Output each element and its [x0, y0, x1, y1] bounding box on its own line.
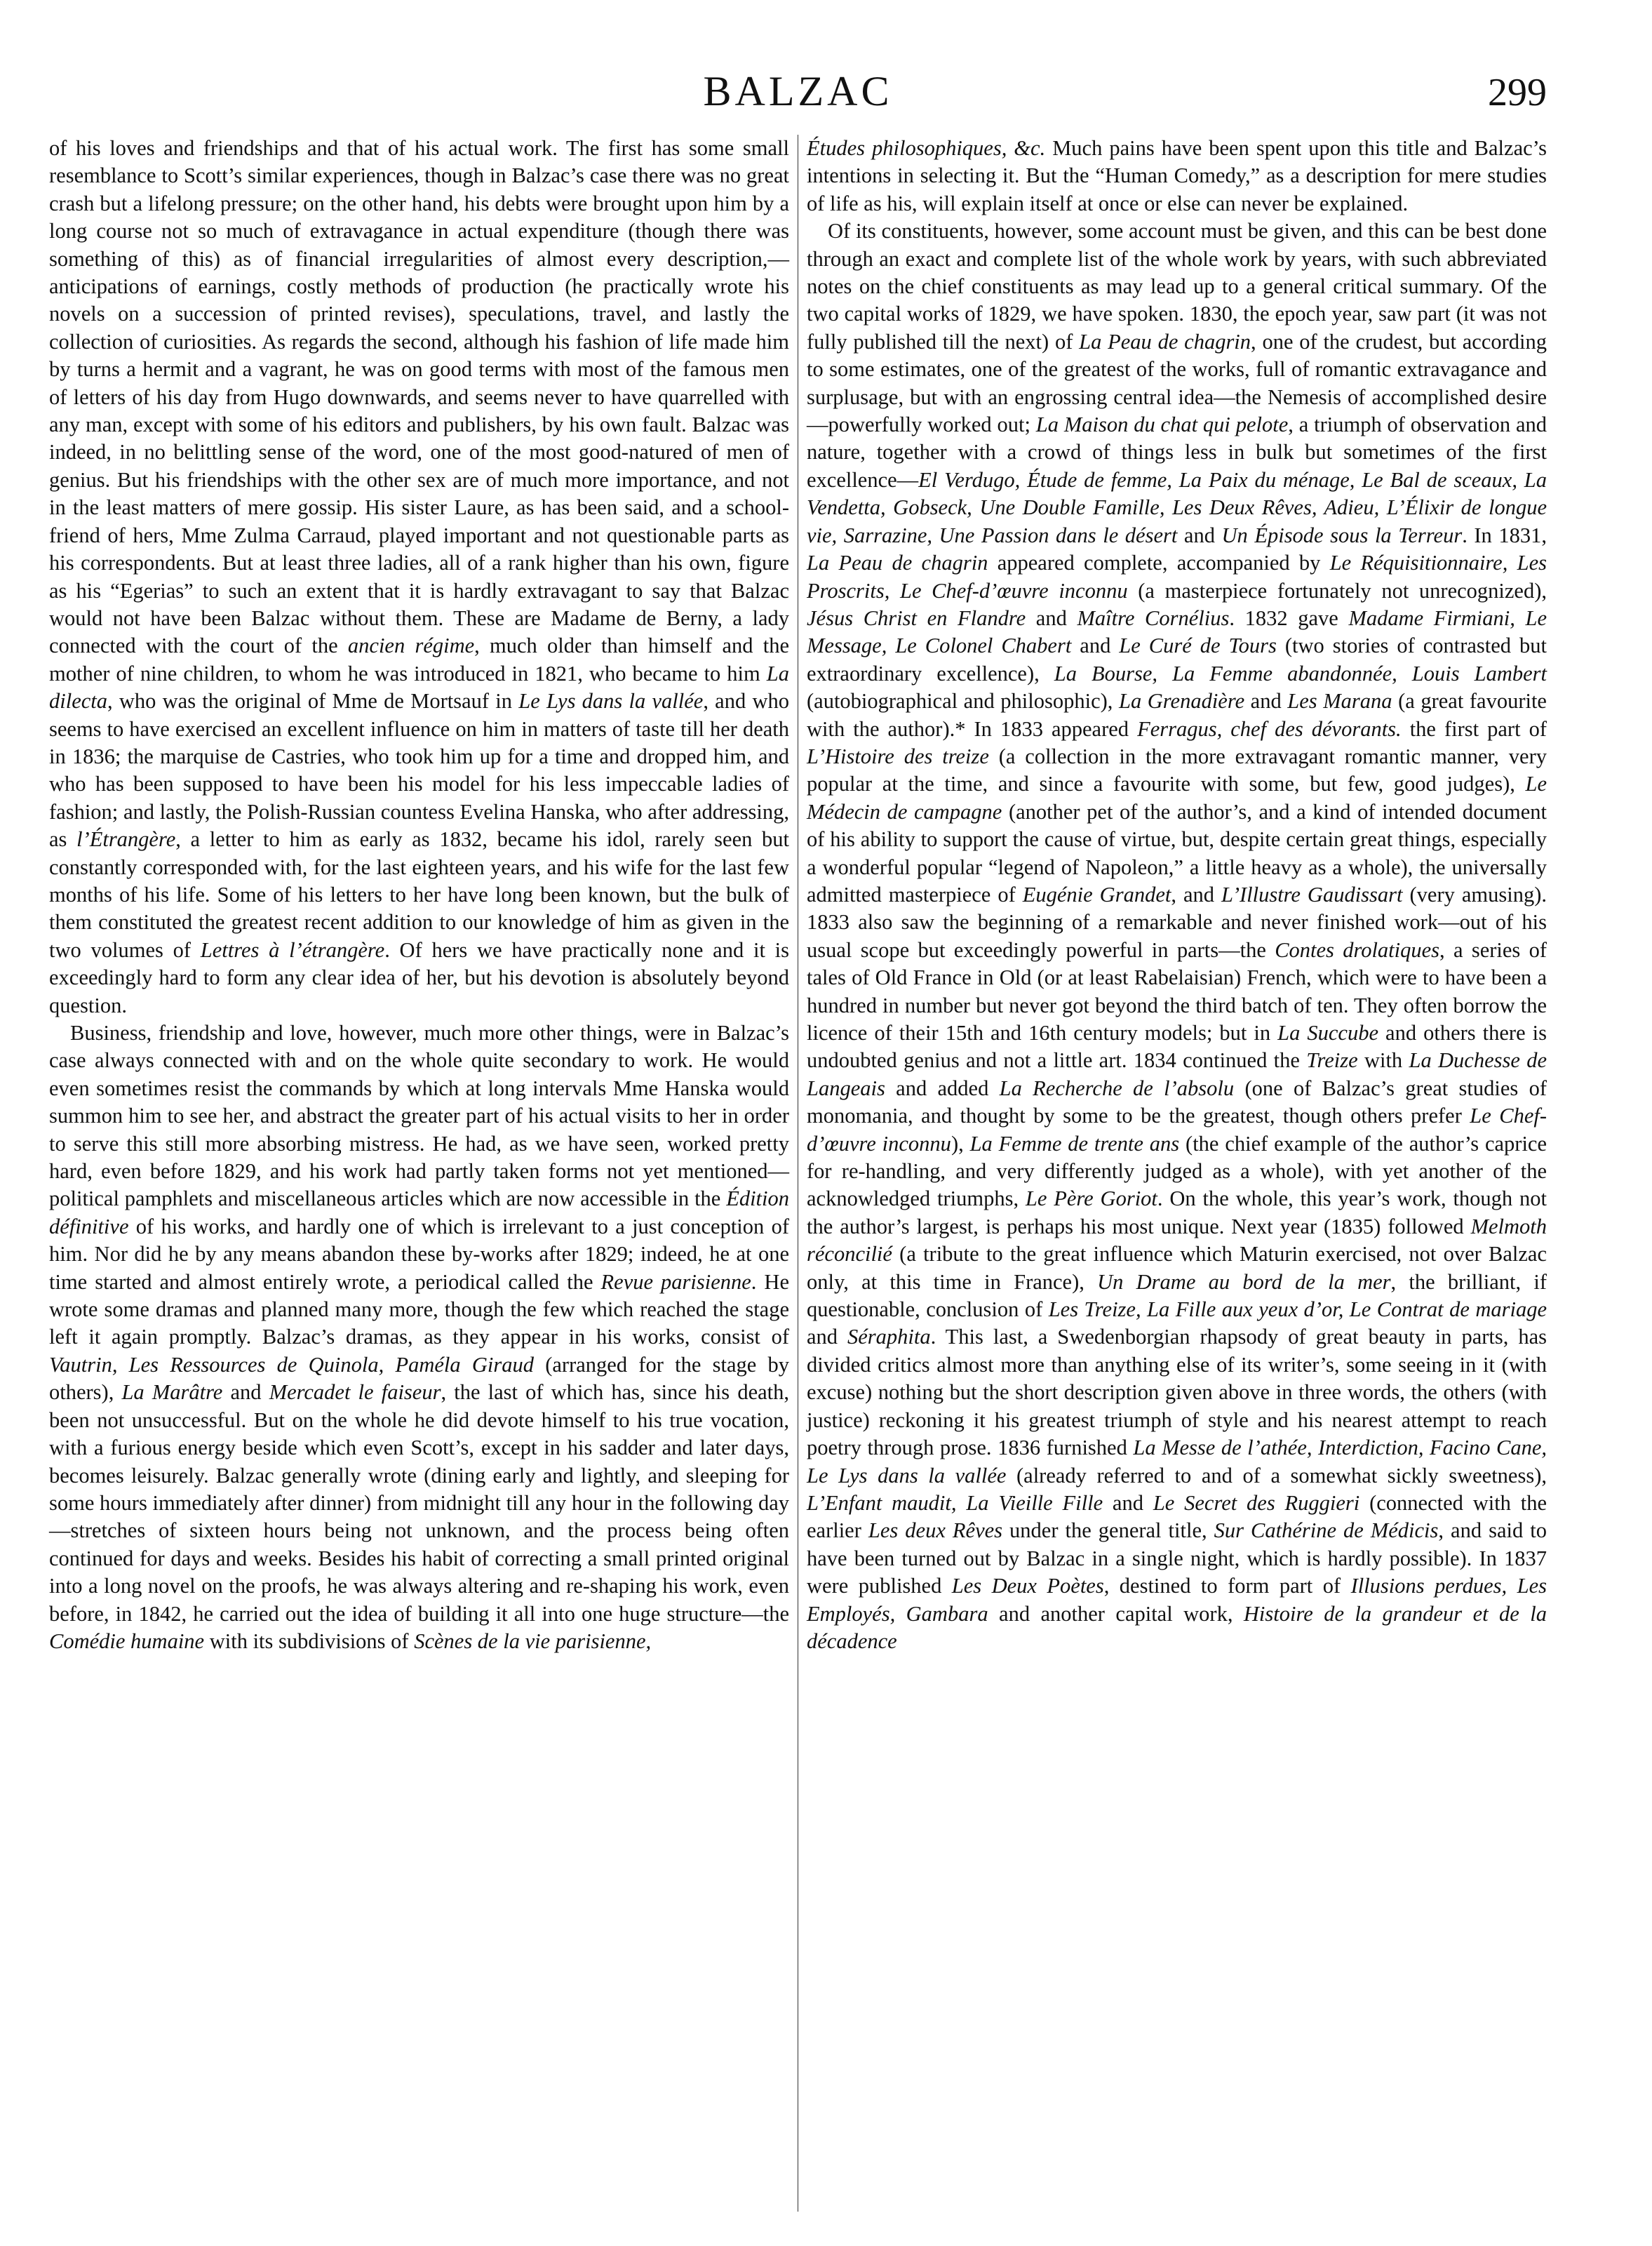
- page-header: [49, 67, 1547, 131]
- left-column: [49, 135, 789, 2212]
- right-paragraph-2: Of its constituents, however, some account must be given, and this can be best done through an exact and complete list of the whole work by years, with such abbreviated notes on the chief constituents as may lead up to a general critical summary. Of the two capital works of 1829, we have spoken. 1830, the epoch year, saw part (it was not fully published till the next) of La Peau de chagrin, one of the crudest, but according to some estimates, one of the greatest of the works, full of romantic extravagance and surplusage, but with an engrossing central idea—the Nemesis of accomplished desire—powerfully worked out; La Maison du chat qui pelote, a triumph of observation and nature, together with a crowd of things less in bulk but sometimes of the first excellence—El Verdugo, Étude de femme, La Paix du ménage, Le Bal de sceaux, La Vendetta, Gobseck, Une Double Famille, Les Deux Rêves, Adieu, L’Élixir de longue vie, Sarrazine, Une Passion dans le désert and Un Épisode sous la Terreur. In 1831, La Peau de chagrin appeared complete, accompanied by Le Réquisitionnaire, Les Proscrits, Le Chef-d’œuvre inconnu (a masterpiece fortunately not unrecognized), Jésus Christ en Flandre and Maître Cornélius. 1832 gave Madame Firmiani, Le Message, Le Colonel Chabert and Le Curé de Tours (two stories of contrasted but extraordinary excellence), La Bourse, La Femme abandonnée, Louis Lambert (autobiographical and philosophic), La Grenadière and Les Marana (a great favourite with the author).* In 1833 appeared Ferragus, chef des dévorants. the first part of L’Histoire des treize (a collection in the more extravagant romantic manner, very popular at the time, and since a favourite with some, but few, good judges), Le Médecin de campagne (another pet of the author’s, and a kind of intended document of his ability to support the cause of virtue, but, despite certain great things, especially a wonderful popular “legend of Napoleon,” a little heavy as a whole), the universally admitted masterpiece of Eugénie Grandet, and L’Illustre Gaudissart (very amusing). 1833 also saw the beginning of a remarkable and never finished work—out of his usual scope but exceedingly powerful in parts—the Contes drolatiques, a series of tales of Old France in Old (or at least Rabelaisian) French, which were to have been a hundred in number but never got beyond the third batch of ten. They often borrow the licence of their 15th and 16th century models; but in La Succube and others there is undoubted genius and not a little art. 1834 continued the Treize with La Duchesse de Langeais and added La Recherche de l’absolu (one of Balzac’s great studies of monomania, and thought by some to be the greatest, though others prefer Le Chef-d’œuvre inconnu), La Femme de trente ans (the chief example of the author’s caprice for re-handling, and very differently judged as a whole), with yet another of the acknowledged triumphs, Le Père Goriot. On the whole, this year’s work, though not the author’s largest, is perhaps his most unique. Next year (1835) followed Melmoth réconcilié (a tribute to the great influence which Maturin exercised, not over Balzac only, at this time in France), Un Drame au bord de la mer, the brilliant, if questionable, conclusion of Les Treize, La Fille aux yeux d’or, Le Contrat de mariage and Séraphita. This last, a Swedenborgian rhapsody of great beauty in parts, has divided critics almost more than anything else of its writer’s, some seeing in it (with excuse) nothing but the short description given above in three words, the others (with justice) reckoning it his greatest triumph of style and his nearest attempt to reach poetry through prose. 1836 furnished La Messe de l’athée, Interdiction, Facino Cane, Le Lys dans la vallée (already referred to and of a somewhat sickly sweetness), L’Enfant maudit, La Vieille Fille and Le Secret des Ruggieri (connected with the earlier Les deux Rêves under the general title, Sur Cathérine de Médicis, and said to have been turned out by Balzac in a single night, which is hardly possible). In 1837 were published Les Deux Poètes, destined to form part of Illusions perdues, Les Employés, Gambara and another capital work, Histoire de la grandeur et de la décadence: [807, 219, 1547, 1653]
- page-number: 299: [1488, 71, 1547, 114]
- text-columns: [49, 135, 1547, 2212]
- right-paragraph-1: Études philosophiques, &c. Much pains have been spent upon this title and Balzac’s intentions in selecting it. But the “Human Comedy,” as a description for mere studies of life as his, will explain itself at once or else can never be explained.: [807, 136, 1547, 215]
- left-paragraph-1: of his loves and friendships and that of his actual work. The first has some small resemblance to Scott’s similar experiences, though in Balzac’s case there was no great crash but a lifelong pressure; on the other hand, his debts were brought upon him by a long course not so much of extravagance in actual expenditure (though there was something of this) as of financial irregularities of almost every description,—anticipations of earnings, costly methods of production (he practically wrote his novels on a succession of printed revises), speculations, travel, and lastly the collection of curiosities. As regards the second, although his fashion of life made him by turns a hermit and a vagrant, he was on good terms with most of the famous men of letters of his day from Hugo downwards, and seems never to have quarrelled with any man, except with some of his editors and publishers, by his own fault. Balzac was indeed, in no belittling sense of the word, one of the most good-natured of men of genius. But his friendships with the other sex are of much more importance, and not in the least matters of mere gossip. His sister Laure, as has been said, and a school-friend of hers, Mme Zulma Carraud, played important and not questionable parts as his correspondents. But at least three ladies, all of a rank higher than his own, figure as his “Egerias” to such an extent that it is hardly extravagant to say that Balzac would not have been Balzac without them. These are Madame de Berny, a lady connected with the court of the ancien régime, much older than himself and the mother of nine children, to whom he was introduced in 1821, who became to him La dilecta, who was the original of Mme de Mortsauf in Le Lys dans la vallée, and who seems to have exercised an excellent influence on him in matters of taste till her death in 1836; the marquise de Castries, who took him up for a time and dropped him, and who has been supposed to have been his model for his less impeccable ladies of fashion; and lastly, the Polish-Russian countess Evelina Hanska, who after addressing, as l’Étrangère, a letter to him as early as 1832, became his idol, rarely seen but constantly corresponded with, for the last eighteen years, and his wife for the last few months of his life. Some of his letters to her have long been known, but the bulk of them constituted the greatest recent addition to our knowledge of him as given in the two volumes of Lettres à l’étrangère. Of hers we have practically none and it is exceedingly hard to form any clear idea of her, but his devotion is absolutely beyond question.: [49, 136, 790, 1017]
- left-paragraph-2: Business, friendship and love, however, much more other things, were in Balzac’s case always connected with and on the whole quite secondary to work. He would even sometimes resist the commands by which at long intervals Mme Hanska would summon him to see her, and abstract the greater part of his actual visits to her in order to serve this still more absorbing mistress. He had, as we have seen, worked pretty hard, even before 1829, and his work had partly taken forms not yet mentioned—political pamphlets and miscellaneous articles which are now accessible in the Édition définitive of his works, and hardly one of which is irrelevant to a just conception of him. Nor did he by any means abandon these by-works after 1829; indeed, he at one time started and almost entirely wrote, a periodical called the Revue parisienne. He wrote some dramas and planned many more, though the few which reached the stage left it again promptly. Balzac’s dramas, as they appear in his works, consist of Vautrin, Les Ressources de Quinola, Paméla Giraud (arranged for the stage by others), La Marâtre and Mercadet le faiseur, the last of which has, since his death, been not unsuccessful. But on the whole he did devote himself to his true vocation, with a furious energy beside which even Scott’s, except in his sadder and later days, becomes leisurely. Balzac generally wrote (dining early and lightly, and sleeping for some hours immediately after dinner) from midnight till any hour in the following day—stretches of sixteen hours being not unknown, and the process being often continued for days and weeks. Besides his habit of correcting a small printed original into a long novel on the proofs, he was always altering and re-shaping his work, even before, in 1842, he carried out the idea of building it all into one huge structure—the Comédie humaine with its subdivisions of Scènes de la vie parisienne,: [49, 1021, 790, 1653]
- right-column: [807, 135, 1547, 2212]
- running-head: BALZAC: [703, 68, 893, 114]
